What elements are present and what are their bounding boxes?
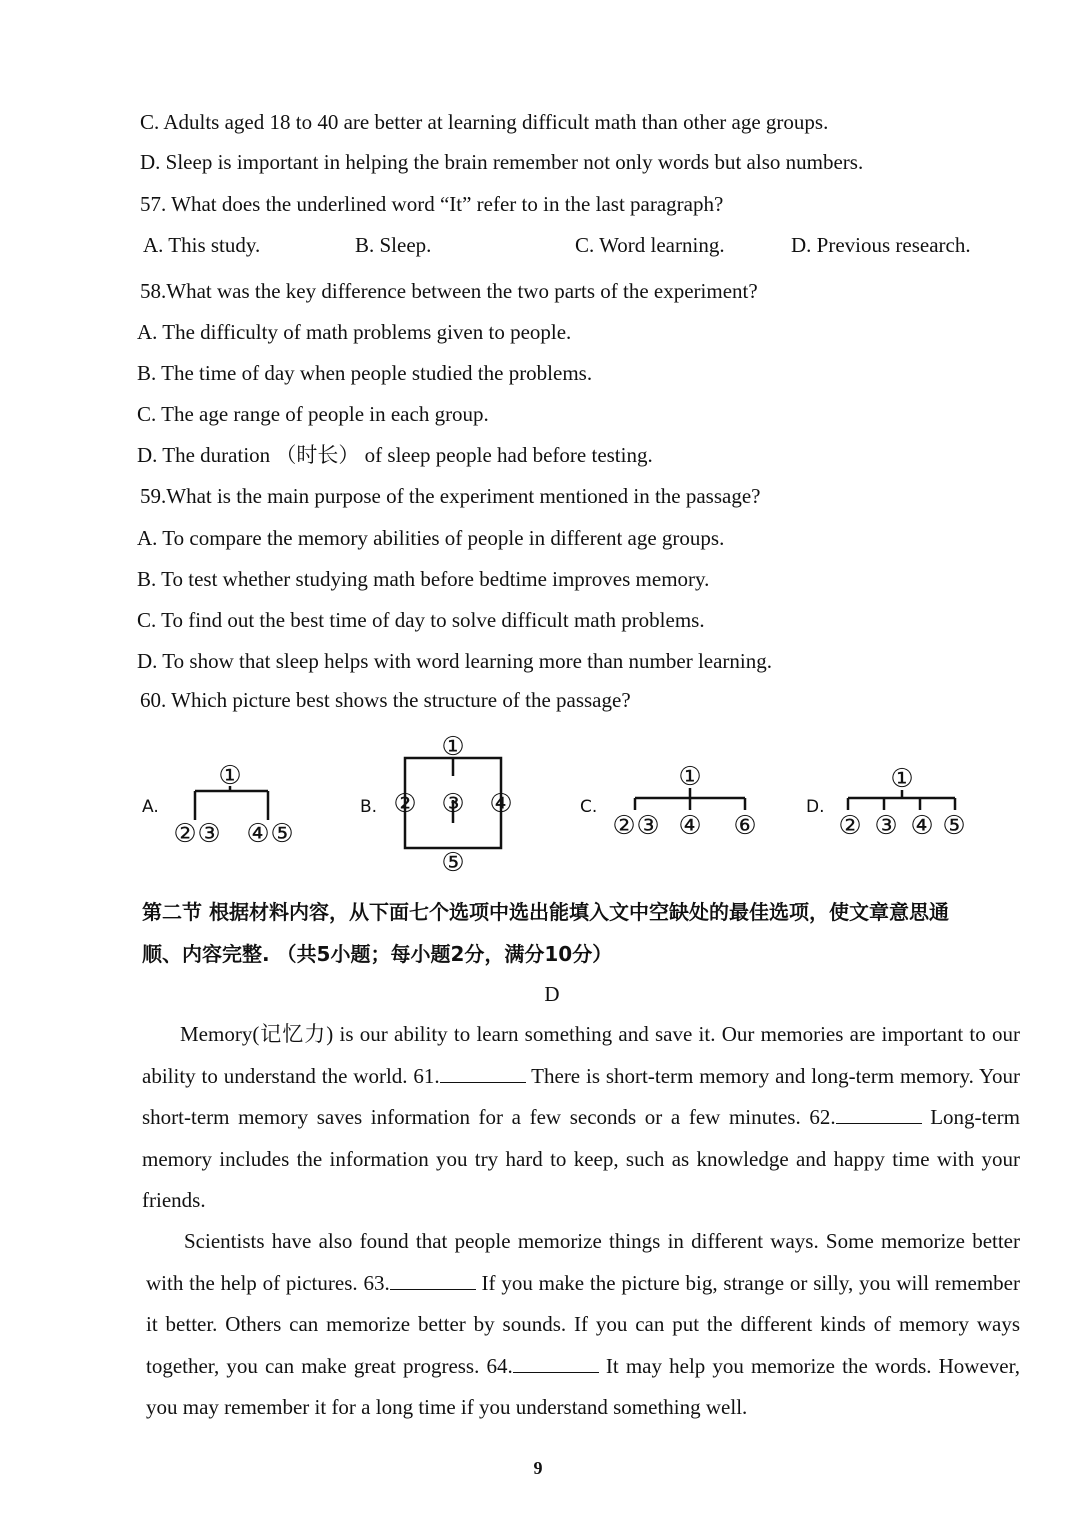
p2-text-1: Scientists have also found that people memorize things in different ways. Some memorize better with the help of pictures. 63. — [146, 1229, 1020, 1295]
blank-61[interactable] — [440, 1060, 526, 1083]
diagram-a-node-4: ④ — [246, 819, 270, 849]
section-instruction-line-1: 第二节 根据材料内容，从下面七个选项中选出能填入文中空缺处的最佳选项，使文章意思通 — [142, 900, 949, 924]
blank-62[interactable] — [836, 1101, 922, 1124]
p1-text-2: There is short-term memory and long-term memory. Your short-term memory saves information for a few seconds or a few minutes. 62. — [142, 1063, 1020, 1129]
diagram-label-b: B. — [360, 797, 378, 817]
diagram-a-node-2: ② — [173, 819, 197, 849]
q57-option-d: D. Previous research. — [791, 233, 971, 257]
diagram-b-node-3: ③ — [441, 789, 465, 819]
diagram-c-node-4: ④ — [678, 811, 702, 841]
blank-64[interactable] — [513, 1350, 599, 1373]
q58-option-b: B. The time of day when people studied the problems. — [137, 361, 593, 385]
diagram-c-node-3: ③ — [636, 811, 660, 841]
q58-stem: 58.What was the key difference between the two parts of the experiment? — [140, 279, 758, 303]
p2-text-3: It may help you memorize the words. However, you may remember it for a long time if you understand something well. — [146, 1353, 1021, 1419]
q59-option-d: D. To show that sleep helps with word learning more than number learning. — [137, 649, 773, 673]
q58-option-d: D. The duration （时长） of sleep people had before testing. — [137, 443, 653, 467]
diagram-d-node-2: ② — [838, 811, 862, 841]
diagram-d-node-3: ③ — [874, 811, 898, 841]
q56-option-c: C. Adults aged 18 to 40 are better at learning difficult math than other age groups. — [140, 110, 829, 134]
section-instruction-line-2: 顺、内容完整. （共5小题；每小题2分，满分10分） — [142, 942, 613, 966]
blank-63[interactable] — [390, 1267, 476, 1290]
diagram-d-node-5: ⑤ — [942, 811, 966, 841]
page-number: 9 — [533, 1458, 543, 1478]
diagram-label-d: D. — [806, 797, 825, 817]
q59-option-a: A. To compare the memory abilities of people in different age groups. — [137, 526, 725, 550]
passage-paragraph-2 — [146, 1221, 1020, 1429]
diagram-c-node-6: ⑥ — [733, 811, 757, 841]
diagram-d-node-4: ④ — [910, 811, 934, 841]
p1-text-3: Long-term memory includes the information you try hard to keep, such as knowledge and happy time with your friends. — [142, 1105, 1020, 1212]
q56-option-d: D. Sleep is important in helping the brain remember not only words but also numbers. — [140, 150, 864, 174]
diagram-b-node-2: ② — [393, 789, 417, 819]
passage-label: D — [544, 982, 560, 1006]
q59-option-b: B. To test whether studying math before bedtime improves memory. — [137, 567, 710, 591]
diagram-a-node-1: ① — [218, 761, 242, 791]
q58-option-c: C. The age range of people in each group. — [137, 402, 489, 426]
passage-paragraph-1 — [142, 1014, 1020, 1222]
q57-options — [143, 231, 1023, 259]
q57-option-a: A. This study. — [143, 233, 261, 257]
q58-option-a: A. The difficulty of math problems given to people. — [137, 320, 572, 344]
q59-option-c: C. To find out the best time of day to solve difficult math problems. — [137, 608, 705, 632]
diagram-b-node-4: ④ — [489, 789, 513, 819]
p1-text-1: Memory(记忆力) is our ability to learn something and save it. Our memories are important to our ability to understand the world. 61. — [142, 1022, 1020, 1088]
diagram-d-node-1: ① — [890, 764, 914, 794]
diagram-label-a: A. — [142, 797, 159, 817]
p2-text-2: If you make the picture big, strange or silly, you will remember it better. Others can memorize better by sounds. If you can put the different kinds of memory ways together, you can make great progress. 64. — [146, 1270, 1020, 1378]
diagram-b-node-1: ① — [441, 732, 465, 762]
diagram-c-node-1: ① — [678, 762, 702, 792]
diagram-c-node-2: ② — [612, 811, 636, 841]
q57-option-c: C. Word learning. — [575, 233, 725, 257]
q60-stem: 60. Which picture best shows the structure of the passage? — [140, 688, 631, 712]
q57-stem: 57. What does the underlined word “It” refer to in the last paragraph? — [140, 192, 724, 216]
diagram-label-c: C. — [580, 797, 598, 817]
diagram-b-node-5: ⑤ — [441, 848, 465, 878]
diagram-a-node-5: ⑤ — [270, 819, 294, 849]
diagram-a-node-3: ③ — [197, 819, 221, 849]
q57-option-b: B. Sleep. — [355, 233, 432, 257]
q59-stem: 59.What is the main purpose of the experiment mentioned in the passage? — [140, 484, 761, 508]
structure-diagrams — [0, 728, 1080, 878]
